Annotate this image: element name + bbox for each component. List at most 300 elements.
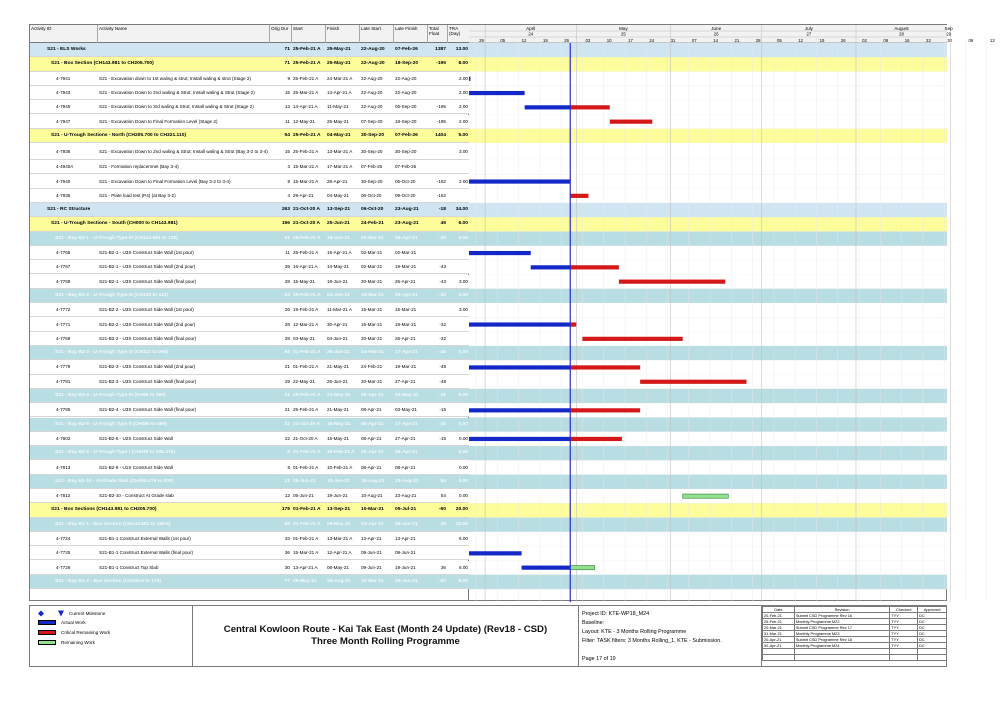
activity-row[interactable] xyxy=(30,143,470,160)
cell-activity-name: S21-B2-10 - Construct At Grade slab xyxy=(99,493,174,499)
wbs-row[interactable] xyxy=(30,129,470,143)
wbs-row[interactable] xyxy=(30,289,470,303)
cell-late-finish: 19-Jun-21 xyxy=(395,564,416,570)
cell-activity-name: S21 - Bay B2-2 - U-Trough Type III (CH128 to 112) xyxy=(55,292,168,298)
cell-late-finish: 29-Jun-21 xyxy=(395,578,418,584)
gantt-bar-critical xyxy=(570,408,640,412)
cell-total-float xyxy=(428,546,448,559)
cell-tra-days xyxy=(448,360,470,373)
cell-finish: 25-May-21 xyxy=(327,118,349,124)
gantt-bar-critical xyxy=(582,337,682,341)
col-late-start[interactable]: Late Start xyxy=(360,25,394,43)
week-label: 12 xyxy=(798,37,804,43)
cell-start: 05-Jun-21 xyxy=(293,493,314,499)
cell-activity-name: S21-B1-1 Construct External Walls (1st pour) xyxy=(99,536,191,542)
cell-finish: 15-May-21 xyxy=(327,435,349,441)
cell-start: 25-Feb-21 A xyxy=(293,235,321,241)
cell-start: 01-Feb-21 A xyxy=(293,350,321,356)
cell-late-start: 08-Apr-21 xyxy=(361,464,382,470)
page-number: Page 17 of 19 xyxy=(582,656,616,662)
cell-late-finish: 07-Feb-26 xyxy=(395,164,417,170)
activity-row[interactable] xyxy=(30,403,470,417)
cell-late-finish: 13-Apr-21 xyxy=(395,536,416,542)
gantt-row-band xyxy=(469,86,947,100)
wbs-row[interactable] xyxy=(30,418,470,432)
gantt-bar-actual xyxy=(469,179,570,183)
cell-finish: 25-Jun-21 xyxy=(327,378,348,384)
wbs-row[interactable] xyxy=(30,232,470,246)
gantt-bar-actual xyxy=(469,77,471,81)
cell-orig-dur: 77 xyxy=(284,578,290,584)
cell-finish: 13-Apr-21 A xyxy=(327,90,352,96)
cell-activity-name: S21-B1-1 Construct Top Slab xyxy=(99,564,159,570)
cell-activity-name: S21 - Bay B2-1 - U-Trough Type III (CH143.981 to 128) xyxy=(55,235,178,241)
activity-table xyxy=(29,24,469,601)
remaining-swatch-icon xyxy=(38,640,56,645)
gantt-bar-actual xyxy=(531,265,571,269)
gantt-row-band xyxy=(469,475,947,489)
cell-tra-days: 34.00 xyxy=(455,207,468,213)
cell-late-start: 15-Mar-21 xyxy=(361,292,384,298)
wbs-row[interactable] xyxy=(30,346,470,360)
gantt-row-band xyxy=(469,43,947,57)
gantt-row-band xyxy=(469,418,947,432)
gantt-bar-actual xyxy=(522,566,571,570)
cell-total-float: -15 xyxy=(439,435,446,441)
cell-tra-days: 6.00 xyxy=(459,536,468,542)
col-late-finish[interactable]: Late Finish xyxy=(394,25,428,43)
cell-orig-dur: 21 xyxy=(284,393,290,399)
cell-start: 25-Mar-21 A xyxy=(293,90,319,96)
cell-tra-days: 0.00 xyxy=(458,450,468,456)
cell-late-finish: 23-Aug-21 xyxy=(395,221,419,227)
cell-activity-name: S21-B2-2 - U3S Construct Side Wall (2nd pour) xyxy=(99,321,196,327)
programme-title: Central Kowloon Route - Kai Tak East (Month 24 Update) (Rev18 - CSD) xyxy=(223,624,548,635)
cell-total-float: -162 xyxy=(436,178,446,184)
legend-remaining xyxy=(38,640,95,645)
wbs-row[interactable] xyxy=(30,503,470,517)
cell-late-start: 07-Feb-26 xyxy=(361,164,383,170)
cell-tra-days: 2.00 xyxy=(459,178,468,184)
cell-orig-dur: 28 xyxy=(284,335,290,341)
cell-tra-days: 0.00 xyxy=(459,464,468,470)
month-label: July xyxy=(804,25,813,31)
activity-row[interactable] xyxy=(30,532,470,546)
cell-start: 01-Feb-21 A xyxy=(293,507,321,513)
cell-late-start: 08-Apr-21 xyxy=(361,421,384,427)
cell-activity-id: 4-7813 xyxy=(56,464,71,470)
cell-late-start: 20-Mar-21 xyxy=(361,278,383,284)
month-number-label: 28 xyxy=(899,31,904,37)
cell-orig-dur: 3 xyxy=(287,164,290,170)
cell-tra-days: 2.00 xyxy=(459,90,468,96)
cell-late-finish: 09-Oct-20 xyxy=(395,192,416,198)
rev-checked: TYY xyxy=(890,631,918,637)
cell-start: 25-Feb-21 A xyxy=(293,393,321,399)
revision-body xyxy=(763,613,947,661)
gantt-bar-actual xyxy=(469,365,570,369)
cell-orig-dur: 179 xyxy=(281,507,290,513)
cell-activity-name: S21 - ELS Works xyxy=(47,47,86,53)
gantt-row-band xyxy=(469,389,947,403)
cell-start: 19-Feb-21 A xyxy=(293,307,319,313)
wbs-row[interactable] xyxy=(30,575,470,589)
cell-finish: 06-May-21 xyxy=(327,521,351,527)
gantt-row-band xyxy=(469,246,947,260)
cell-start: 15-Mar-21 A xyxy=(293,178,319,184)
cell-total-float: 1387 xyxy=(435,47,446,53)
rev-text: Submit CSD Programme Rev 18 xyxy=(794,637,889,643)
week-label: 10 xyxy=(606,37,612,43)
cell-start: 25-Feb-21 A xyxy=(293,407,319,413)
cell-activity-name: S21 - U-Trough Sections - North (CH205.700 to CH321.110) xyxy=(51,132,187,138)
gantt-row-band xyxy=(469,57,947,71)
title-block xyxy=(193,606,579,666)
cell-finish: 18-Jun-21 xyxy=(327,235,350,241)
cell-finish: 11-May-21 xyxy=(327,104,349,110)
month-number-label: 25 xyxy=(621,31,626,37)
gantt-row-band xyxy=(469,203,947,217)
cell-late-start: 24-Feb-21 xyxy=(361,350,384,356)
programme-subtitle: Three Month Rolling Programme xyxy=(311,636,460,647)
rev-col-revision: Revision xyxy=(794,607,889,613)
cell-finish: 06-May-21 xyxy=(327,564,349,570)
cell-total-float: -48 xyxy=(439,364,446,370)
cell-late-start: 08-Apr-21 xyxy=(361,450,384,456)
cell-start: 26-May-21 xyxy=(293,578,317,584)
activity-row[interactable] xyxy=(30,100,470,114)
activity-row[interactable] xyxy=(30,546,470,560)
footer xyxy=(29,605,947,667)
gantt-chart xyxy=(469,24,995,601)
cell-late-start: 07-Sep-20 xyxy=(361,118,383,124)
cell-total-float: -15 xyxy=(438,393,446,399)
cell-activity-id: 4-7781 xyxy=(56,378,71,384)
gantt-row-band xyxy=(469,546,947,560)
cell-late-finish: 26-Apr-21 xyxy=(395,335,416,341)
cell-orig-dur: 22 xyxy=(284,421,290,427)
cell-total-float: -60 xyxy=(438,507,446,513)
gantt-bar-actual xyxy=(469,437,570,441)
legend-milestone xyxy=(38,610,105,617)
cell-activity-id: 4-7940 xyxy=(56,178,71,184)
wbs-row[interactable] xyxy=(30,518,470,532)
cell-late-finish: 27-Apr-21 xyxy=(395,350,418,356)
cell-start: 01-Feb-21 A xyxy=(293,536,319,542)
col-activity-id[interactable]: Activity ID xyxy=(30,25,98,43)
gantt-row-band xyxy=(469,129,947,143)
cell-late-start: 08-Apr-21 xyxy=(361,435,382,441)
cell-finish: 25-Jun-21 xyxy=(327,221,350,227)
cell-total-float: 36 xyxy=(440,564,446,570)
col-start[interactable]: Start xyxy=(292,25,326,43)
rev-approved: DC xyxy=(918,625,947,631)
col-activity-name[interactable]: Activity Name xyxy=(98,25,270,43)
rev-date: 20-Apr-21 xyxy=(763,637,795,643)
gantt-row-band xyxy=(469,289,947,303)
gantt-bar-remaining xyxy=(683,494,729,498)
cell-activity-name: S21-B2-2 - U3S Construct Side Wall (1st pour) xyxy=(99,307,194,313)
cell-activity-id: 4-7771 xyxy=(56,321,71,327)
cell-start: 21-Oct-20 A xyxy=(293,221,320,227)
cell-total-float: -18 xyxy=(438,207,446,213)
cell-late-finish: 09-Jun-21 xyxy=(395,521,418,527)
milestone-diamond-icon xyxy=(38,610,66,617)
month-label: June xyxy=(711,25,722,31)
wbs-row[interactable] xyxy=(30,475,470,489)
cell-late-start: 02-Mar-21 xyxy=(361,235,384,241)
legend-remaining-label: Remaining Work xyxy=(61,640,95,645)
rev-text: Monthly Programme M23 xyxy=(794,631,889,637)
cell-start: 25-Feb-21 A xyxy=(293,148,319,154)
week-label: 06 xyxy=(968,37,974,43)
activity-row[interactable] xyxy=(30,561,470,575)
cell-finish: 04-Jun-21 xyxy=(327,335,348,341)
cell-activity-id: 4-7941 xyxy=(56,75,71,81)
cell-activity-id: 4-7769 xyxy=(56,335,71,341)
cell-total-float xyxy=(428,532,448,545)
cell-late-finish: 23-Aug-21 xyxy=(395,493,417,499)
cell-orig-dur: 13 xyxy=(284,104,290,110)
cell-late-start: 08-Apr-21 xyxy=(361,407,382,413)
cell-start: 12-Mar-21 A xyxy=(293,321,319,327)
cell-activity-id: 4-7945 xyxy=(56,104,71,110)
week-label: 28 xyxy=(755,37,761,43)
cell-activity-name: S21-B2-5 - U2S Construct Side Wall xyxy=(99,435,173,441)
gantt-row-band xyxy=(469,189,947,203)
cell-finish: 04-May-21 xyxy=(327,192,349,198)
week-label: 13 xyxy=(989,37,995,43)
gantt-bar-actual xyxy=(469,251,531,255)
cell-late-start: 09-Jun-21 xyxy=(361,550,382,556)
week-label: 29 xyxy=(479,37,484,43)
cell-start: 01-Feb-21 A xyxy=(293,364,319,370)
cell-total-float: -32 xyxy=(438,292,446,298)
cell-activity-id: 4-7725 xyxy=(56,550,71,556)
rev-date: 30-Apr-21 xyxy=(763,643,795,649)
gantt-row-band xyxy=(469,232,947,246)
cell-total-float xyxy=(428,246,448,259)
cell-finish: 17-Mar-21 A xyxy=(327,164,353,170)
gantt-row-band xyxy=(469,532,947,546)
revision-table xyxy=(762,606,947,666)
cell-start: 25-Feb-21 A xyxy=(293,75,319,81)
cell-late-finish: 19-Mar-21 xyxy=(395,364,417,370)
cell-activity-name: S21 - Excavation Down to 3rd waling & Strut; Install waling & Strut (Stage 2) xyxy=(99,104,254,110)
cell-finish: 10-Feb-21 A xyxy=(327,450,355,456)
activity-row[interactable] xyxy=(30,115,470,129)
cell-finish: 13-Mar-21 A xyxy=(327,536,353,542)
cell-activity-id: 4-7943 xyxy=(56,90,71,96)
cell-late-start: 22-Aug-20 xyxy=(361,47,385,53)
activity-row[interactable] xyxy=(30,489,470,503)
cell-total-float: -15 xyxy=(439,407,446,413)
cell-finish: 11-Mar-21 A xyxy=(327,307,352,313)
cell-activity-id: 4-7802 xyxy=(56,435,71,441)
cell-total-float: -48 xyxy=(438,350,446,356)
cell-late-finish: 18-Sep-20 xyxy=(395,118,417,124)
activity-row[interactable] xyxy=(30,86,470,100)
cell-late-start: 30-Sep-20 xyxy=(361,132,385,138)
week-label: 23 xyxy=(925,37,931,43)
cell-orig-dur: 8 xyxy=(287,178,290,184)
gantt-bar-critical xyxy=(570,265,619,269)
cell-total-float xyxy=(428,460,448,473)
rev-empty-cell xyxy=(763,655,795,661)
activity-row[interactable] xyxy=(30,260,470,274)
cell-orig-dur: 8 xyxy=(287,464,290,470)
wbs-row[interactable] xyxy=(30,203,470,217)
rev-empty-cell xyxy=(890,655,918,661)
rev-text: Submit CSD Programme Rev 16 xyxy=(794,613,889,619)
cell-tra-days: 6.00 xyxy=(459,564,468,570)
month-label: Sep xyxy=(944,25,953,31)
cell-finish: 19-Jun-21 xyxy=(327,493,348,499)
cell-orig-dur: 28 xyxy=(284,321,290,327)
cell-late-finish: 27-Apr-21 xyxy=(395,421,418,427)
col-finish[interactable]: Finish xyxy=(326,25,360,43)
cell-start: 15-Mar-21 A xyxy=(293,164,319,170)
gantt-bar-remaining xyxy=(570,566,594,570)
cell-start: 03-May-21 xyxy=(293,335,315,341)
cell-tra-days: 0.00 xyxy=(459,493,468,499)
cell-tra-days: 8.00 xyxy=(458,578,468,584)
cell-total-float: -32 xyxy=(439,321,446,327)
cell-activity-id: 4-7935 xyxy=(56,192,71,198)
cell-activity-name: S21 - Excavation down to 1st waling & strut; Install waling & strut (Stage 2) xyxy=(99,75,251,81)
activity-row[interactable] xyxy=(30,303,470,317)
gantt-bar-critical xyxy=(640,380,746,384)
cell-tra-days xyxy=(448,160,470,173)
cell-start: 25-Feb-21 A xyxy=(293,250,319,256)
cell-tra-days xyxy=(448,317,470,330)
gantt-bar-actual xyxy=(469,408,570,412)
cell-finish: 10-Feb-21 A xyxy=(327,464,353,470)
cell-finish: 13-Mar-21 A xyxy=(327,148,353,154)
cell-late-start: 24-Feb-21 xyxy=(361,364,383,370)
cell-tra-days xyxy=(448,332,470,345)
cell-activity-name: S21 - Bay B1-2 - Box Section (CH159.5 to 175) xyxy=(55,578,161,584)
rev-col-date: Date xyxy=(763,607,795,613)
cell-activity-id: 4-7772 xyxy=(56,307,71,313)
cell-activity-id: 4-7726 xyxy=(56,564,71,570)
layout-name: Layout: KTE - 3 Months Rolling Programme xyxy=(582,629,687,635)
col-tra[interactable]: TRA (Day) xyxy=(448,25,470,43)
wbs-row[interactable] xyxy=(30,389,470,403)
cell-total-float: -32 xyxy=(439,335,446,341)
activity-row[interactable] xyxy=(30,72,470,86)
activity-row[interactable] xyxy=(30,317,470,331)
cell-late-finish: 23-Aug-21 xyxy=(395,207,419,213)
cell-total-float: -60 xyxy=(438,578,446,584)
cell-late-start: 22-Aug-20 xyxy=(361,104,383,110)
col-total-float[interactable]: Total Float xyxy=(428,25,448,43)
cell-total-float: -43 xyxy=(439,264,446,270)
activity-row[interactable] xyxy=(30,375,470,389)
week-label: 12 xyxy=(521,37,527,43)
cell-late-finish: 22-Aug-20 xyxy=(395,75,417,81)
legend-critical-label: Critical Remaining Work xyxy=(61,630,111,635)
cell-total-float: -48 xyxy=(439,378,446,384)
gantt-row-band xyxy=(469,332,947,346)
cell-start: 15-Mar-21 A xyxy=(293,550,319,556)
cell-late-finish: 27-Apr-21 xyxy=(395,378,416,384)
activity-row[interactable] xyxy=(30,189,470,203)
col-orig-dur[interactable]: Orig Dur xyxy=(270,25,292,43)
gantt-row-band xyxy=(469,303,947,317)
cell-late-finish: 26-Apr-21 xyxy=(395,235,418,241)
gantt-bar-critical xyxy=(570,194,588,198)
gantt-bar-actual xyxy=(525,105,571,109)
cell-start: 29-Apr-21 xyxy=(293,192,314,198)
wbs-row[interactable] xyxy=(30,57,470,71)
legend xyxy=(30,606,193,666)
cell-total-float: 1404 xyxy=(435,132,446,138)
activity-row[interactable] xyxy=(30,460,470,474)
cell-finish: 15-Apr-21 A xyxy=(327,250,352,256)
cell-total-float: -43 xyxy=(438,235,446,241)
cell-activity-id: 4-7765 xyxy=(56,250,71,256)
month-label: May xyxy=(619,25,628,31)
cell-late-finish: 19-Mar-21 xyxy=(395,264,417,270)
wbs-row[interactable] xyxy=(30,446,470,460)
cell-late-start: 13-Apr-21 xyxy=(361,521,384,527)
cell-activity-name: S21-B2-1 - U3S Construct Side Wall (1st pour) xyxy=(99,250,194,256)
activity-row[interactable] xyxy=(30,275,470,289)
cell-late-start: 10-Mar-21 xyxy=(361,507,384,513)
activity-row[interactable] xyxy=(30,360,470,374)
cell-orig-dur: 8 xyxy=(287,450,290,456)
activity-row[interactable] xyxy=(30,246,470,260)
activity-row[interactable] xyxy=(30,332,470,346)
month-number-label: 29 xyxy=(946,31,952,37)
rev-approved: DC xyxy=(918,637,947,643)
critical-swatch-icon xyxy=(38,630,56,635)
cell-start: 13-Apr-21 A xyxy=(293,564,318,570)
cell-start: 22-May-21 xyxy=(293,378,315,384)
month-number-label: 26 xyxy=(713,31,719,37)
rev-checked: TYY xyxy=(890,625,918,631)
cell-late-finish: 23-Aug-21 xyxy=(395,478,419,484)
cell-total-float xyxy=(428,143,448,159)
legend-actual xyxy=(38,620,86,625)
cell-late-start: 02-Mar-21 xyxy=(361,250,383,256)
cell-total-float xyxy=(428,160,448,173)
activity-row[interactable] xyxy=(30,160,470,174)
cell-tra-days: 3.00 xyxy=(458,292,468,298)
wbs-row[interactable] xyxy=(30,217,470,231)
cell-late-start: 09-Jun-21 xyxy=(361,564,382,570)
wbs-row[interactable] xyxy=(30,43,470,57)
cell-finish: 21-May-21 xyxy=(327,407,349,413)
cell-tra-days: 6.00 xyxy=(458,221,468,227)
cell-activity-name: S21 - Bay B2-10 - At-Grade Slab (CH009.376 to 000) xyxy=(55,478,174,484)
cell-activity-name: S21-B2-2 - U3S Construct Side Wall (final pour) xyxy=(99,335,197,341)
cell-late-finish: 05-Jul-21 xyxy=(395,507,417,513)
cell-late-start: 13-Apr-21 xyxy=(361,536,382,542)
rev-text: Monthly Programme M24 xyxy=(794,643,889,649)
cell-tra-days xyxy=(448,546,470,559)
cell-total-float: 54 xyxy=(440,478,446,484)
cell-orig-dur: 93 xyxy=(284,292,290,298)
activity-row[interactable] xyxy=(30,174,470,188)
cell-late-start: 06-Oct-20 xyxy=(361,192,382,198)
activity-row[interactable] xyxy=(30,432,470,446)
month-number-label: 24 xyxy=(528,31,534,37)
week-label: 07 xyxy=(691,37,697,43)
cell-late-finish: 26-Apr-21 xyxy=(395,292,418,298)
week-label: 16 xyxy=(904,37,910,43)
